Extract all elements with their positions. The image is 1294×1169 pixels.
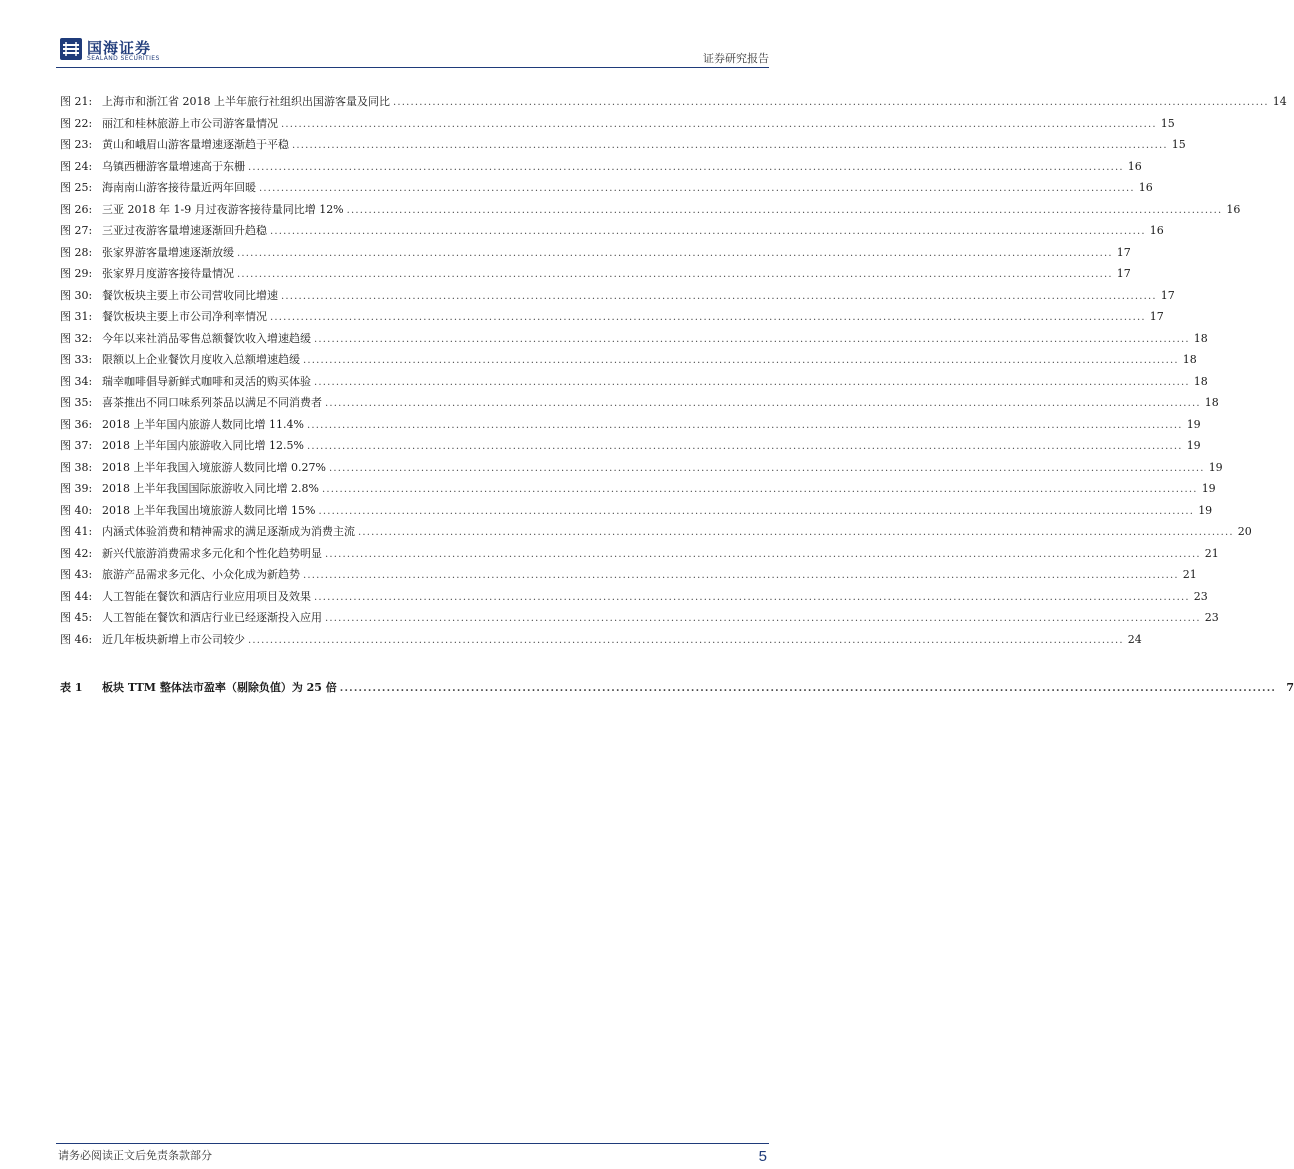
toc-entry-title: 餐饮板块主要上市公司营收同比增速: [102, 288, 278, 302]
toc-entry-label: 图 42:: [60, 546, 93, 560]
figure-toc-entry[interactable]: [60, 287, 1175, 309]
toc-entry-label: 图 25:: [60, 181, 93, 194]
toc-entry-page: 20: [1237, 525, 1252, 538]
toc-entry-label: 图 34:: [60, 374, 93, 388]
toc-entry-page: 18: [1182, 353, 1197, 366]
toc-entry-page: 16: [1127, 159, 1142, 173]
figure-toc-entry[interactable]: [60, 244, 1131, 266]
toc-leader-dots: ........................................................................................................................................................................................................: [314, 333, 1190, 345]
toc-leader-dots: ........................................................................................................................................................................................................: [346, 204, 1223, 216]
toc-entry-label: 图 45:: [60, 611, 93, 624]
figure-toc-entry[interactable]: [60, 588, 1208, 610]
toc-entry-title: 瑞幸咖啡倡导新鲜式咖啡和灵活的购买体验: [102, 374, 311, 388]
toc-entry-label: 图 27:: [60, 224, 93, 237]
toc-leader-dots: ........................................................................................................................................................................................................: [328, 462, 1205, 474]
figure-toc-entry[interactable]: [60, 416, 1201, 438]
page-number: 5: [758, 1148, 767, 1165]
toc-entry-title: 餐饮板块主要上市公司净利率情况: [102, 310, 267, 323]
footer-disclaimer: 请务必阅读正文后免责条款部分: [58, 1149, 212, 1162]
toc-leader-dots: ........................................................................................................................................................................................................: [237, 269, 1113, 280]
logo-text-en: SEALAND SECURITIES: [87, 55, 160, 62]
toc-leader-dots: ........................................................................................................................................................................................................: [237, 247, 1113, 259]
figure-toc-entry[interactable]: [60, 502, 1213, 524]
toc-entry-title: 三亚过夜游客量增速逐渐回升趋稳: [102, 224, 267, 237]
toc-leader-dots: ........................................................................................................................................................................................................: [314, 591, 1190, 603]
table-toc-entry[interactable]: [60, 679, 1294, 701]
figure-toc-entry[interactable]: [60, 265, 1131, 287]
toc-entry-title: 黄山和峨眉山游客量增速逐渐趋于平稳: [102, 138, 289, 151]
toc-entry-page: 18: [1193, 331, 1208, 345]
toc-leader-dots: ........................................................................................................................................................................................................: [306, 441, 1183, 452]
toc-entry-label: 图 44:: [60, 589, 93, 603]
toc-entry-page: 19: [1208, 460, 1223, 474]
toc-entry-label: 图 30:: [60, 288, 93, 302]
figure-toc-entry[interactable]: [60, 136, 1186, 158]
toc-entry-page: 15: [1171, 138, 1186, 151]
toc-entry-page: 18: [1204, 396, 1219, 409]
toc-entry-label: 图 41:: [60, 525, 93, 538]
figure-toc-entry[interactable]: [60, 631, 1142, 653]
figure-toc-entry[interactable]: [60, 394, 1219, 416]
toc-leader-dots: ........................................................................................................................................................................................................: [318, 505, 1195, 517]
toc-entry-label: 图 22:: [60, 116, 93, 130]
figure-toc-entry[interactable]: [60, 222, 1164, 244]
toc-entry-page: 17: [1116, 245, 1131, 259]
toc-leader-dots: ........................................................................................................................................................................................................: [325, 398, 1201, 409]
toc-entry-title: 2018 上半年国内旅游收入同比增 12.5%: [102, 439, 304, 452]
figure-toc-entry[interactable]: [60, 480, 1216, 502]
toc-entry-page: 24: [1127, 632, 1142, 646]
toc-entry-label: 图 32:: [60, 331, 93, 345]
toc-leader-dots: ........................................................................................................................................................................................................: [358, 527, 1234, 538]
toc-entry-page: 19: [1201, 482, 1216, 495]
toc-leader-dots: ........................................................................................................................................................................................................: [306, 419, 1183, 431]
toc-entry-title: 张家界月度游客接待量情况: [102, 267, 234, 280]
toc-leader-dots: ........................................................................................................................................................................................................: [281, 118, 1157, 130]
toc-entry-label: 图 39:: [60, 482, 93, 495]
figure-toc-entry[interactable]: [60, 158, 1142, 180]
toc-entry-page: 21: [1182, 568, 1197, 581]
toc-leader-dots: ........................................................................................................................................................................................................: [303, 570, 1179, 581]
figure-toc-entry[interactable]: [60, 93, 1287, 115]
toc-entry-label: 图 21:: [60, 95, 93, 108]
toc-entry-label: 图 24:: [60, 159, 93, 173]
toc-leader-dots: ........................................................................................................................................................................................................: [270, 226, 1146, 237]
toc-entry-title: 丽江和桂林旅游上市公司游客量情况: [102, 116, 278, 130]
toc-entry-title: 乌镇西栅游客量增速高于东栅: [102, 159, 245, 173]
toc-entry-title: 近几年板块新增上市公司较少: [102, 632, 245, 646]
toc-entry-page: 16: [1226, 202, 1241, 216]
figure-toc-entry[interactable]: [60, 609, 1219, 631]
toc-entry-title: 2018 上半年国内旅游人数同比增 11.4%: [102, 417, 304, 431]
toc-entry-title: 2018 上半年我国国际旅游收入同比增 2.8%: [102, 482, 319, 495]
toc-entry-label: 图 23:: [60, 138, 93, 151]
toc-entry-page: 17: [1116, 267, 1131, 280]
toc-entry-page: 19: [1186, 417, 1201, 431]
toc-leader-dots: ........................................................................................................................................................................................................: [393, 97, 1269, 108]
toc-entry-title: 上海市和浙江省 2018 上半年旅行社组织出国游客量及同比: [102, 95, 390, 108]
toc-entry-label: 图 26:: [60, 202, 93, 216]
toc-entry-page: 14: [1272, 95, 1287, 108]
footer-divider: [56, 1143, 769, 1144]
toc-leader-dots: ........................................................................................................................................................................................................: [339, 683, 1277, 694]
toc-leader-dots: ........................................................................................................................................................................................................: [292, 140, 1168, 151]
figure-toc-entry[interactable]: [60, 330, 1208, 352]
toc-entry-title: 限额以上企业餐饮月度收入总额增速趋缓: [102, 353, 300, 366]
toc-entry-page: 18: [1193, 374, 1208, 388]
toc-leader-dots: ........................................................................................................................................................................................................: [259, 183, 1135, 194]
toc-entry-page: 7: [1286, 681, 1294, 694]
header-divider: [56, 67, 769, 68]
toc-leader-dots: ........................................................................................................................................................................................................: [325, 548, 1201, 560]
toc-leader-dots: ........................................................................................................................................................................................................: [303, 355, 1179, 366]
toc-entry-title: 2018 上半年我国出境旅游人数同比增 15%: [102, 503, 316, 517]
figure-toc-list: [60, 93, 1287, 652]
figure-toc-entry[interactable]: [60, 459, 1223, 481]
toc-leader-dots: ........................................................................................................................................................................................................: [270, 312, 1146, 323]
figure-toc-entry[interactable]: [60, 308, 1164, 330]
figure-toc-entry[interactable]: [60, 351, 1197, 373]
toc-entry-page: 16: [1149, 224, 1164, 237]
toc-entry-label: 图 40:: [60, 503, 93, 517]
toc-leader-dots: ........................................................................................................................................................................................................: [325, 613, 1201, 624]
toc-entry-page: 23: [1193, 589, 1208, 603]
toc-entry-page: 16: [1138, 181, 1153, 194]
figure-toc-entry[interactable]: [60, 523, 1252, 545]
toc-entry-title: 新兴代旅游消费需求多元化和个性化趋势明显: [102, 546, 322, 560]
report-type-label: 证券研究报告: [703, 52, 769, 65]
table-toc-list: [60, 679, 1294, 701]
toc-entry-label: 图 29:: [60, 267, 93, 280]
toc-entry-title: 旅游产品需求多元化、小众化成为新趋势: [102, 568, 300, 581]
toc-leader-dots: ........................................................................................................................................................................................................: [314, 376, 1190, 388]
toc-entry-page: 19: [1186, 439, 1201, 452]
toc-entry-label: 图 31:: [60, 310, 93, 323]
toc-leader-dots: ........................................................................................................................................................................................................: [248, 634, 1124, 646]
figure-toc-entry[interactable]: [60, 545, 1219, 567]
figure-toc-entry[interactable]: [60, 201, 1241, 223]
toc-entry-label: 图 38:: [60, 460, 93, 474]
toc-entry-label: 图 28:: [60, 245, 93, 259]
figure-toc-entry[interactable]: [60, 179, 1153, 201]
toc-entry-page: 23: [1204, 611, 1219, 624]
toc-entry-label: 图 35:: [60, 396, 93, 409]
toc-entry-page: 17: [1149, 310, 1164, 323]
toc-entry-title: 今年以来社消品零售总额餐饮收入增速趋缓: [102, 331, 311, 345]
page-header: [56, 36, 769, 66]
sealand-logo-icon: [60, 38, 82, 60]
toc-entry-title: 海南南山游客接待量近两年回暖: [102, 181, 256, 194]
figure-toc-entry[interactable]: [60, 566, 1197, 588]
toc-entry-page: 21: [1204, 546, 1219, 560]
toc-leader-dots: ........................................................................................................................................................................................................: [281, 290, 1157, 302]
toc-entry-title: 喜茶推出不同口味系列茶品以满足不同消费者: [102, 396, 322, 409]
toc-entry-title: 人工智能在餐饮和酒店行业已经逐渐投入应用: [102, 611, 322, 624]
toc-entry-title: 张家界游客量增速逐渐放缓: [102, 245, 234, 259]
figure-toc-entry[interactable]: [60, 437, 1201, 459]
toc-entry-page: 17: [1160, 288, 1175, 302]
toc-entry-label: 图 46:: [60, 632, 93, 646]
toc-entry-page: 19: [1198, 503, 1213, 517]
toc-entry-title: 内涵式体验消费和精神需求的满足逐渐成为消费主流: [102, 525, 355, 538]
toc-entry-page: 15: [1160, 116, 1175, 130]
toc-leader-dots: ........................................................................................................................................................................................................: [248, 161, 1124, 173]
figure-toc-entry[interactable]: [60, 115, 1175, 137]
toc-entry-title: 板块 TTM 整体法市盈率（剔除负值）为 25 倍: [102, 681, 337, 694]
toc-entry-label: 图 36:: [60, 417, 93, 431]
toc-entry-label: 图 37:: [60, 439, 93, 452]
toc-entry-title: 2018 上半年我国入境旅游人数同比增 0.27%: [102, 460, 326, 474]
toc-entry-label: 图 33:: [60, 353, 93, 366]
figure-toc-entry[interactable]: [60, 373, 1208, 395]
toc-entry-label: 图 43:: [60, 568, 93, 581]
toc-entry-title: 人工智能在餐饮和酒店行业应用项目及效果: [102, 589, 311, 603]
logo-text-cn: 国海证券: [87, 39, 152, 57]
toc-entry-title: 三亚 2018 年 1-9 月过夜游客接待量同比增 12%: [102, 202, 344, 216]
toc-entry-label: 表 1: [60, 681, 83, 694]
toc-leader-dots: ........................................................................................................................................................................................................: [321, 484, 1198, 495]
